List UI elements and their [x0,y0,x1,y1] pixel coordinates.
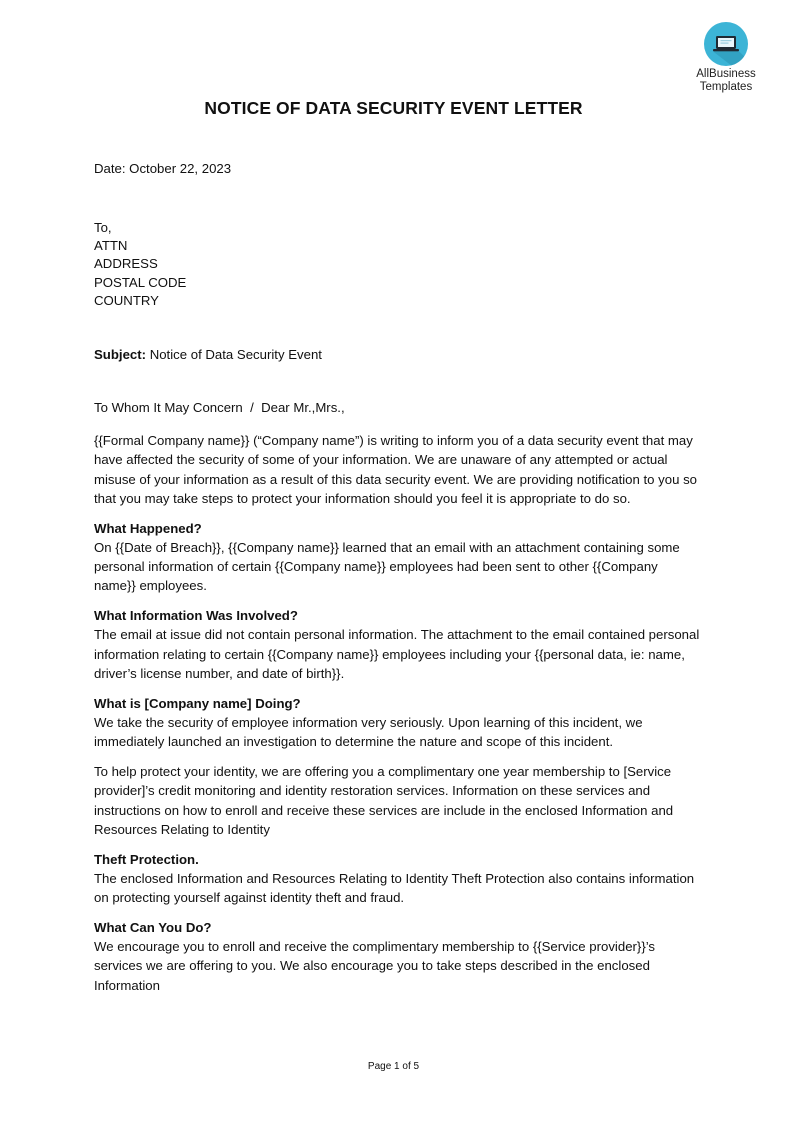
section-heading: What Information Was Involved? [94,608,298,624]
what-can-you-do-section [94,918,700,995]
subject-text: Notice of Data Security Event [149,347,322,362]
section-heading: What Can You Do? [94,919,212,935]
address-line: ADDRESS [94,256,158,272]
company-doing-section [94,694,700,752]
section-text: The email at issue did not contain personal information. The attachment to the email contained personal information relating to certain {{Company name}} employees including your {{personal data, ie: name, driver’s license number, and date of birth}}. [94,627,700,682]
letter-body [94,431,700,1005]
what-happened-section [94,519,700,596]
recipient-address [94,219,700,310]
subject-line [94,345,700,364]
info-involved-section [94,606,700,683]
logo-line-2: Templates [699,81,753,93]
theft-protection-section [94,850,700,908]
salutation: To Whom It May Concern / Dear Mr.,Mrs., [94,400,345,415]
allbusiness-logo [688,22,764,94]
section-heading: What is [Company name] Doing? [94,695,301,711]
address-line: ATTN [94,238,128,254]
identity-protection-paragraph: To help protect your identity, we are offering you a complimentary one year membership to [Service provider]’s credit monitoring and identity restoration services. Information on these services and instructions on how to enroll and receive these services are include in the enclosed Information and Resources Relating to Identity [94,764,674,837]
logo-text [688,68,764,94]
address-line: To, [94,220,112,235]
section-text: The enclosed Information and Resources Relating to Identity Theft Protection also contains information on protecting yourself against identity theft and fraud. [94,870,695,906]
section-text: On {{Date of Breach}}, {{Company name}} learned that an email with an attachment containing some personal information of certain {{Company name}} employees had been sent to other {{Company name}} employees. [94,539,680,594]
section-text: We encourage you to enroll and receive the complimentary membership to {{Service provider}}’s services we are offering to you. We also encourage you to take steps described in the enclosed Information [94,939,656,993]
intro-paragraph: {{Formal Company name}} (“Company name”) is writing to inform you of a data security event that may have affected the security of some of your information. We are unaware of any attempted or actual misuse of your information as a result of this data security event. We are providing notification to you so that you may take steps to protect your information should you feel it is appropriate to do so. [94,433,698,506]
logo-line-1: AllBusiness [696,68,756,80]
subject-label: Subject: [94,347,147,362]
section-text: We take the security of employee information very seriously. Upon learning of this incident, we immediately launched an investigation to determine the nature and scope of this incident. [94,715,643,750]
section-heading: What Happened? [94,520,202,536]
letter-title: NOTICE OF DATA SECURITY EVENT LETTER [204,98,583,118]
section-heading: Theft Protection. [94,851,199,867]
address-line: POSTAL CODE [94,274,187,290]
letter-date: Date: October 22, 2023 [94,161,232,176]
laptop-icon [704,22,748,66]
page-number: Page 1 of 5 [367,1061,420,1072]
address-line: COUNTRY [94,292,159,308]
